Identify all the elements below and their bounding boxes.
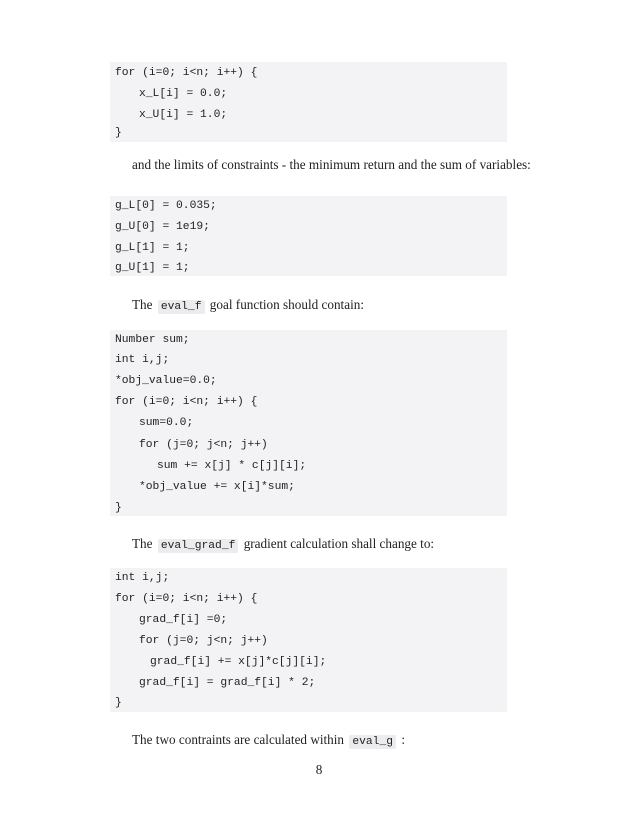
paragraph-text: The	[132, 536, 153, 551]
code-line: g_L[1] = 1;	[115, 242, 190, 254]
code-line: x_L[i] = 0.0;	[139, 88, 228, 100]
code-line: int i,j;	[115, 354, 170, 366]
code-line: for (j=0; j<n; j++)	[139, 439, 268, 451]
code-line: int i,j;	[115, 572, 170, 584]
code-line: g_U[1] = 1;	[115, 262, 190, 274]
paragraph-text: goal function should contain:	[209, 297, 364, 312]
code-line: Number sum;	[115, 334, 190, 346]
code-line: }	[115, 502, 122, 514]
code-line: *obj_value=0.0;	[115, 375, 217, 387]
inline-code-eval-g: eval_g	[349, 735, 396, 749]
paragraph-eval-f	[132, 297, 364, 315]
paragraph-text: :	[401, 732, 405, 747]
code-line: sum=0.0;	[139, 417, 194, 429]
code-line: for (i=0; i<n; i++) {	[115, 396, 258, 408]
code-line: for (i=0; i<n; i++) {	[115, 67, 258, 79]
code-line: }	[115, 697, 122, 709]
code-line: }	[115, 127, 122, 139]
code-line: x_U[i] = 1.0;	[139, 109, 228, 121]
code-line: g_U[0] = 1e19;	[115, 221, 210, 233]
code-line: *obj_value += x[i]*sum;	[139, 481, 295, 493]
inline-code-eval-f: eval_f	[158, 300, 205, 314]
inline-code-eval-grad-f: eval_grad_f	[158, 539, 239, 553]
code-line: g_L[0] = 0.035;	[115, 200, 217, 212]
paragraph-text: The two contraints are calculated within	[132, 732, 345, 747]
paragraph-text: gradient calculation shall change to:	[243, 536, 435, 551]
code-block-constraint-limits	[110, 196, 507, 276]
paragraph-eval-grad-f	[132, 536, 434, 554]
code-block-eval-f	[110, 330, 507, 516]
code-block-eval-grad-f	[110, 568, 507, 712]
code-line: sum += x[j] * c[j][i];	[157, 460, 307, 472]
code-line: grad_f[i] = grad_f[i] * 2;	[139, 677, 316, 689]
code-line: grad_f[i] += x[j]*c[j][i];	[150, 656, 327, 668]
code-line: for (i=0; i<n; i++) {	[115, 593, 258, 605]
paragraph-constraint-limits: and the limits of constraints - the minimum return and the sum of variables:	[132, 157, 531, 172]
code-line: for (j=0; j<n; j++)	[139, 635, 268, 647]
page-number: 8	[315, 762, 323, 777]
code-line: grad_f[i] =0;	[139, 614, 228, 626]
code-block-bounds-loop	[110, 62, 507, 142]
paragraph-text: The	[132, 297, 153, 312]
paragraph-eval-g	[132, 732, 405, 750]
